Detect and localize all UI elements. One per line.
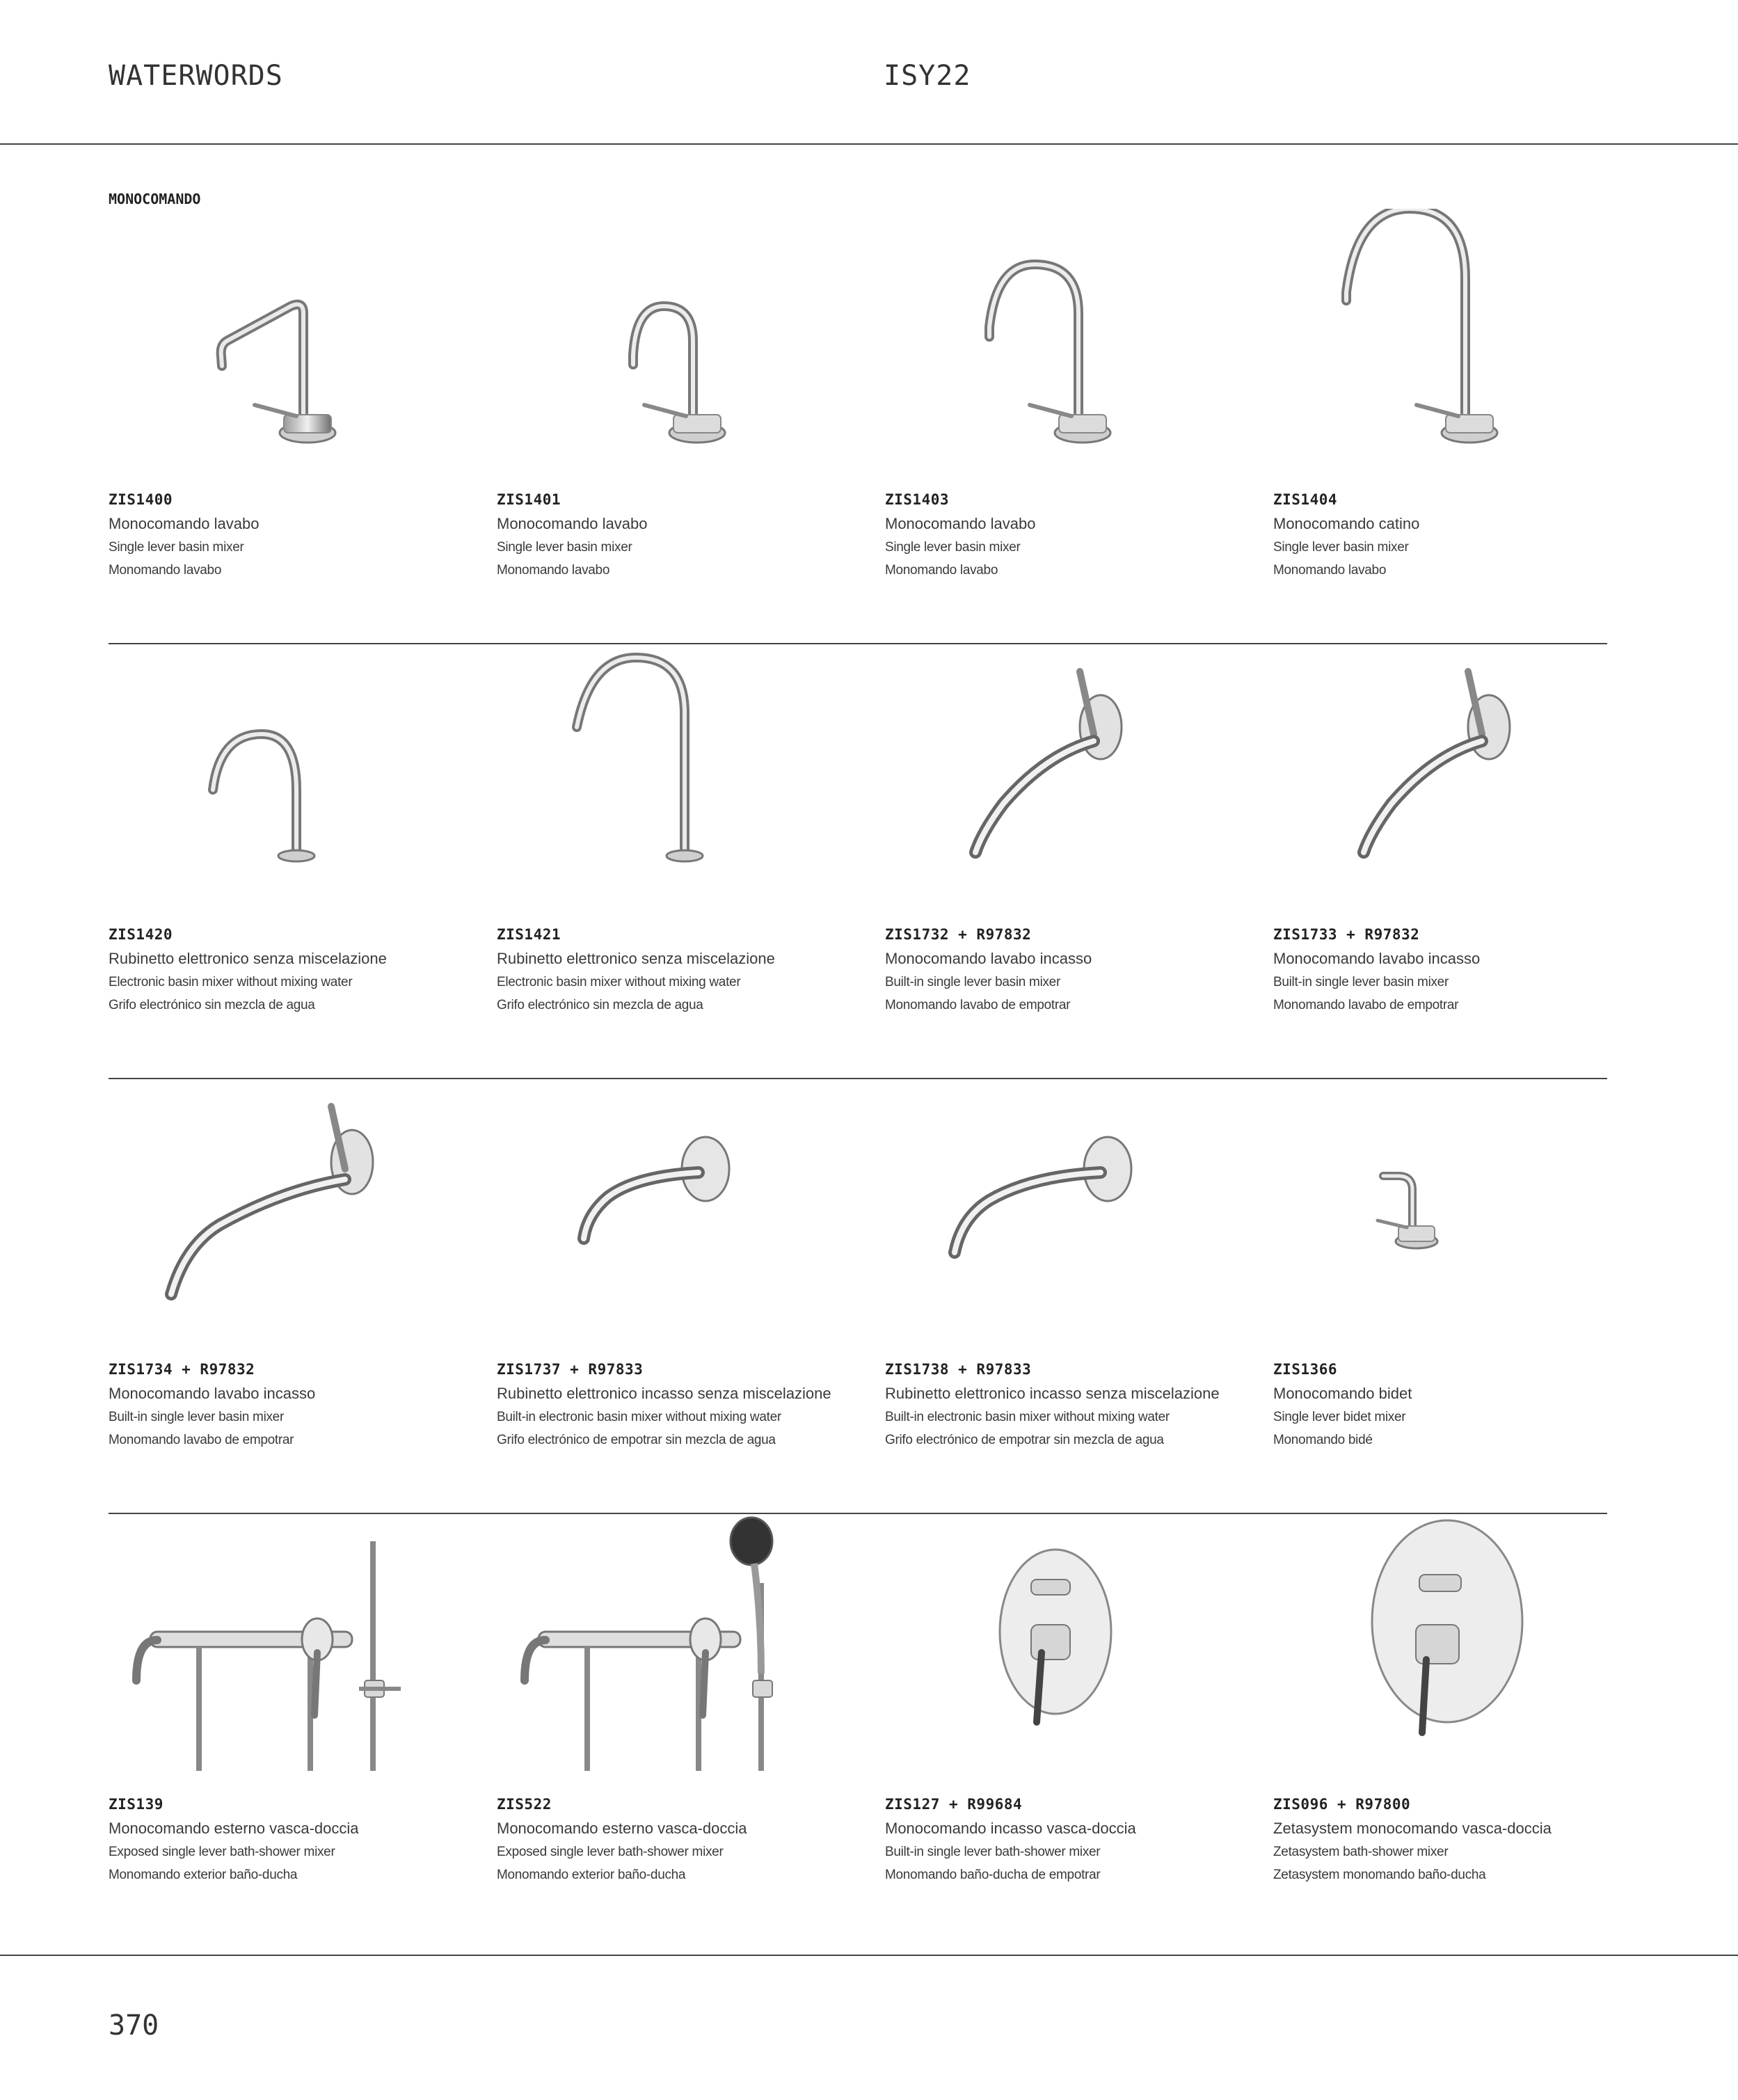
product-card[interactable] [497,1079,885,1514]
product-name-en: Single lever bidet mixer [1273,1410,1406,1424]
product-name-it: Monocomando lavabo [109,515,260,532]
product-code: ZIS1738 + R97833 [885,1361,1032,1378]
product-code: ZIS522 [497,1796,552,1813]
product-card[interactable] [1273,1079,1661,1514]
product-name-en: Single lever basin mixer [109,540,244,555]
wall-mixer-icon [885,644,1273,915]
product-name-es: Zetasystem monomando baño-ducha [1273,1868,1486,1882]
product-name-it: Monocomando lavabo incasso [109,1385,316,1402]
product-name-en: Built-in single lever basin mixer [109,1410,284,1424]
product-card[interactable] [1273,1513,1661,1949]
product-name-en: Electronic basin mixer without mixing water [497,975,741,989]
long-wall-mixer-icon [109,1079,497,1350]
short-basin-mixer-icon [109,209,497,480]
product-name-es: Monomando lavabo de empotrar [109,1433,294,1447]
product-card[interactable] [109,644,497,1079]
product-code: ZIS1733 + R97832 [1273,926,1420,943]
collection-name: ISY22 [884,60,971,92]
product-name-es: Monomando exterior baño-ducha [109,1868,298,1882]
product-row [109,644,1716,1079]
product-name-es: Monomando lavabo [109,563,222,578]
product-name-es: Grifo electrónico sin mezcla de agua [109,998,315,1012]
product-card[interactable] [1273,209,1661,644]
product-card[interactable] [497,209,885,644]
product-name-it: Monocomando lavabo incasso [1273,950,1481,967]
tall-electronic-spout-icon [497,644,885,915]
product-name-it: Monocomando lavabo [497,515,648,532]
product-code: ZIS1732 + R97832 [885,926,1032,943]
product-card[interactable] [1273,644,1661,1079]
product-row [109,1513,1716,1903]
product-code: ZIS1404 [1273,491,1338,508]
page-number: 370 [109,2010,159,2042]
product-name-en: Single lever basin mixer [1273,540,1409,555]
product-code: ZIS1400 [109,491,173,508]
product-name-it: Monocomando lavabo [885,515,1036,532]
electronic-spout-icon [109,644,497,915]
product-card[interactable] [885,209,1273,644]
product-code: ZIS1403 [885,491,950,508]
product-name-en: Single lever basin mixer [497,540,632,555]
product-name-en: Built-in single lever basin mixer [885,975,1060,989]
product-name-it: Monocomando lavabo incasso [885,950,1092,967]
product-name-es: Monomando baño-ducha de empotrar [885,1868,1101,1882]
product-name-it: Rubinetto elettronico senza miscelazione [497,950,775,967]
section-title: MONOCOMANDO [109,191,201,207]
product-card[interactable] [497,644,885,1079]
product-name-en: Built-in electronic basin mixer without mixing water [497,1410,781,1424]
product-name-es: Grifo electrónico de empotrar sin mezcla de agua [885,1433,1164,1447]
product-name-en: Exposed single lever bath-shower mixer [109,1845,335,1859]
product-name-it: Monocomando esterno vasca-doccia [109,1820,359,1837]
product-name-es: Monomando bidé [1273,1433,1373,1447]
tall-basin-mixer-icon [885,209,1273,480]
product-code: ZIS1421 [497,926,561,943]
product-name-es: Grifo electrónico de empotrar sin mezcla de agua [497,1433,776,1447]
wall-spout-icon [497,1079,885,1350]
product-name-en: Electronic basin mixer without mixing water [109,975,353,989]
product-row [109,1079,1716,1514]
product-name-it: Rubinetto elettronico senza miscelazione [109,950,387,967]
product-code: ZIS1420 [109,926,173,943]
product-name-en: Built-in single lever bath-shower mixer [885,1845,1101,1859]
curved-basin-mixer-icon [497,209,885,480]
product-code: ZIS1734 + R97832 [109,1361,255,1378]
product-card[interactable] [109,1513,497,1949]
product-code: ZIS127 + R99684 [885,1796,1023,1813]
product-name-it: Zetasystem monocomando vasca-doccia [1273,1820,1552,1837]
built-in-diverter-icon [885,1513,1273,1785]
product-card[interactable] [109,1079,497,1514]
product-card[interactable] [885,1079,1273,1514]
product-name-en: Exposed single lever bath-shower mixer [497,1845,724,1859]
product-name-it: Monocomando incasso vasca-doccia [885,1820,1136,1837]
long-wall-spout-icon [885,1079,1273,1350]
product-name-es: Monomando lavabo de empotrar [1273,998,1459,1012]
product-code: ZIS096 + R97800 [1273,1796,1411,1813]
product-name-es: Monomando lavabo [497,563,610,578]
product-name-it: Monocomando bidet [1273,1385,1412,1402]
product-name-es: Grifo electrónico sin mezcla de agua [497,998,703,1012]
product-code: ZIS139 [109,1796,164,1813]
product-code: ZIS1401 [497,491,561,508]
product-name-es: Monomando lavabo [885,563,998,578]
product-name-es: Monomando lavabo [1273,563,1387,578]
extra-tall-basin-mixer-icon [1273,209,1661,480]
product-name-es: Monomando exterior baño-ducha [497,1868,686,1882]
product-name-it: Rubinetto elettronico incasso senza miscelazione [885,1385,1220,1402]
wall-mixer-icon [1273,644,1661,915]
product-card[interactable] [109,209,497,644]
bidet-mixer-icon [1273,1079,1661,1350]
product-name-it: Monocomando catino [1273,515,1420,532]
brand-name: WATERWORDS [109,60,283,92]
product-code: ZIS1737 + R97833 [497,1361,644,1378]
product-name-en: Single lever basin mixer [885,540,1021,555]
product-name-en: Built-in electronic basin mixer without mixing water [885,1410,1170,1424]
product-row [109,209,1716,644]
bath-shower-set-icon [497,1513,885,1785]
product-card[interactable] [885,1513,1273,1949]
product-card[interactable] [885,644,1273,1079]
product-name-it: Rubinetto elettronico incasso senza miscelazione [497,1385,831,1402]
product-name-it: Monocomando esterno vasca-doccia [497,1820,747,1837]
product-name-en: Built-in single lever basin mixer [1273,975,1449,989]
product-code: ZIS1366 [1273,1361,1338,1378]
header-divider [0,143,1738,145]
footer-divider [0,1955,1738,1956]
product-card[interactable] [497,1513,885,1949]
product-name-es: Monomando lavabo de empotrar [885,998,1071,1012]
zetasystem-diverter-icon [1273,1513,1661,1785]
bath-shower-mixer-icon [109,1513,497,1785]
product-name-en: Zetasystem bath-shower mixer [1273,1845,1449,1859]
